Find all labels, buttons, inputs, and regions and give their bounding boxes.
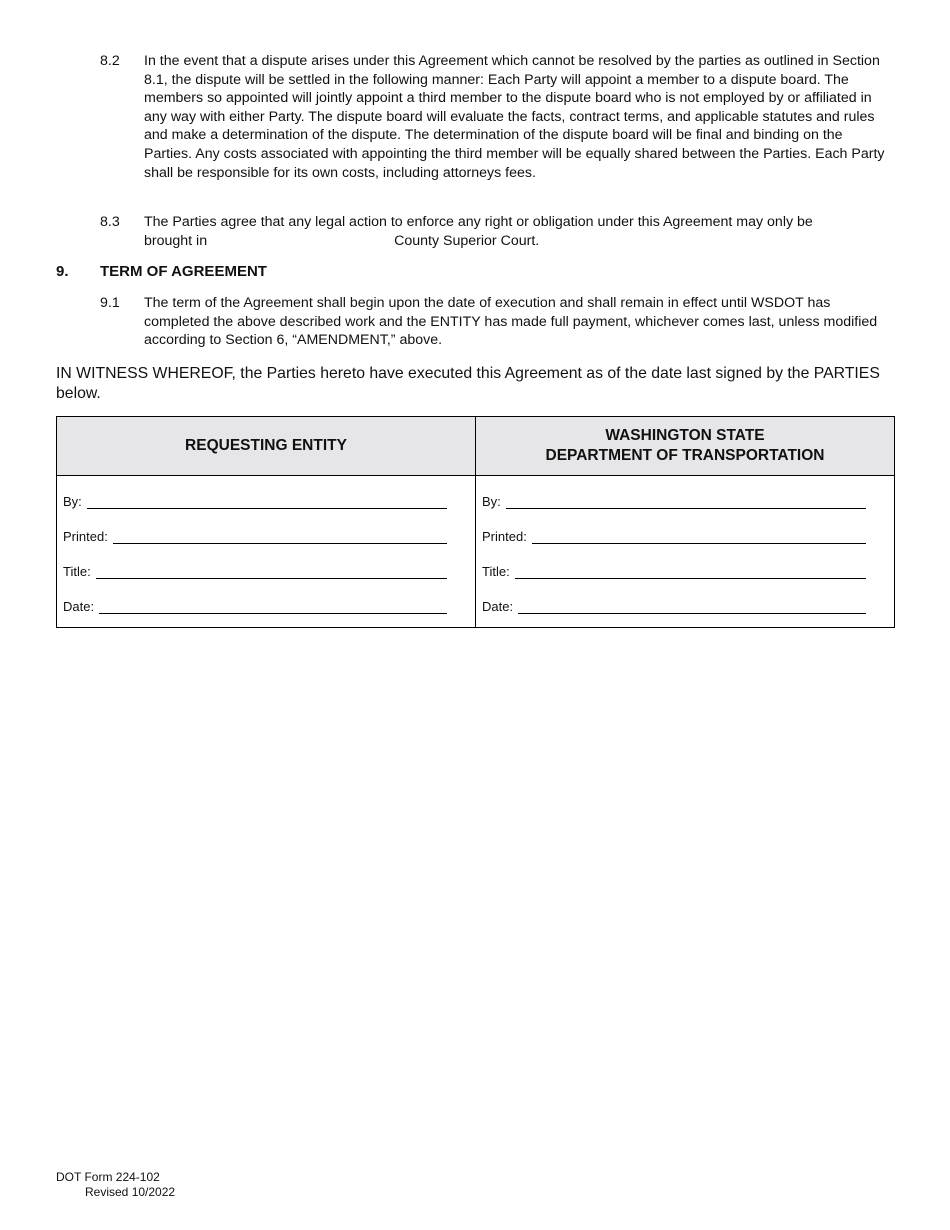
clause-text-after-blank: County Superior Court. [394,232,540,249]
signature-line[interactable] [87,494,447,509]
heading-line: REQUESTING ENTITY [185,437,347,454]
clause-text [144,213,890,250]
clause-8-3 [100,213,890,250]
printed-name-line[interactable] [532,529,866,544]
clause-number: 8.2 [100,53,120,69]
title-line[interactable] [96,564,447,579]
clause-9-1 [100,294,890,350]
field-label: By: [482,494,501,509]
signature-table [56,416,895,628]
column-heading [57,417,475,476]
column-heading [476,417,894,476]
printed-field[interactable] [482,524,866,544]
field-label: Date: [63,599,95,614]
title-field[interactable] [63,559,447,579]
by-field[interactable] [482,489,866,509]
field-label: Title: [482,564,510,579]
section-9-heading [56,262,267,281]
revision-date: Revised 10/2022 [85,1184,176,1199]
title-line[interactable] [515,564,866,579]
field-label: By: [63,494,82,509]
heading-line: WASHINGTON STATE [605,427,765,444]
by-field[interactable] [63,489,447,509]
date-line[interactable] [518,599,866,614]
field-label: Printed: [63,529,108,544]
date-field[interactable] [63,594,447,614]
requesting-entity-column [57,417,475,627]
title-field[interactable] [482,559,866,579]
clause-text-before-blank: brought in [144,232,208,249]
section-title: TERM OF AGREEMENT [100,263,267,280]
clause-8-2 [100,52,890,182]
field-label: Date: [482,599,514,614]
clause-number: 8.3 [100,214,120,230]
heading-line: DEPARTMENT OF TRANSPORTATION [545,447,825,464]
field-label: Printed: [482,529,527,544]
signature-line[interactable] [506,494,866,509]
clause-text: The term of the Agreement shall begin upon the date of execution and shall remain in effect until WSDOT has completed the above described work and the ENTITY has made full payment, whichever comes last, unless modified according to Section 6, “AMENDMENT,” above. [144,295,878,349]
wsdot-column [475,417,894,627]
clause-text: In the event that a dispute arises under this Agreement which cannot be resolved by the parties as outlined in Section 8.1, the dispute will be settled in the following manner: Each Party will appoint a member to a dispute board. The members so appointed will jointly appoint a third member to the dispute board who is not employed by or affiliated in any way with either Party. The dispute board will evaluate the facts, contract terms, and applicable statutes and rules and make a determination of the dispute. The determination of the dispute board will be final and binding on the Parties. Any costs associated with appointing the third member will be equally shared between the Parties. Each Party shall be responsible for its own costs, including attorneys fees. [144,53,885,181]
field-label: Title: [63,564,91,579]
section-number: 9. [56,263,69,280]
witness-statement: IN WITNESS WHEREOF, the Parties hereto have executed this Agreement as of the date last signed by the PARTIES below. [56,365,880,402]
date-line[interactable] [99,599,447,614]
clause-number: 9.1 [100,295,120,311]
printed-field[interactable] [63,524,447,544]
clause-text-line1: The Parties agree that any legal action to enforce any right or obligation under this Agreement may only be [144,214,813,230]
date-field[interactable] [482,594,866,614]
form-number: DOT Form 224-102 [56,1170,160,1184]
printed-name-line[interactable] [113,529,447,544]
form-footer [56,1170,175,1199]
